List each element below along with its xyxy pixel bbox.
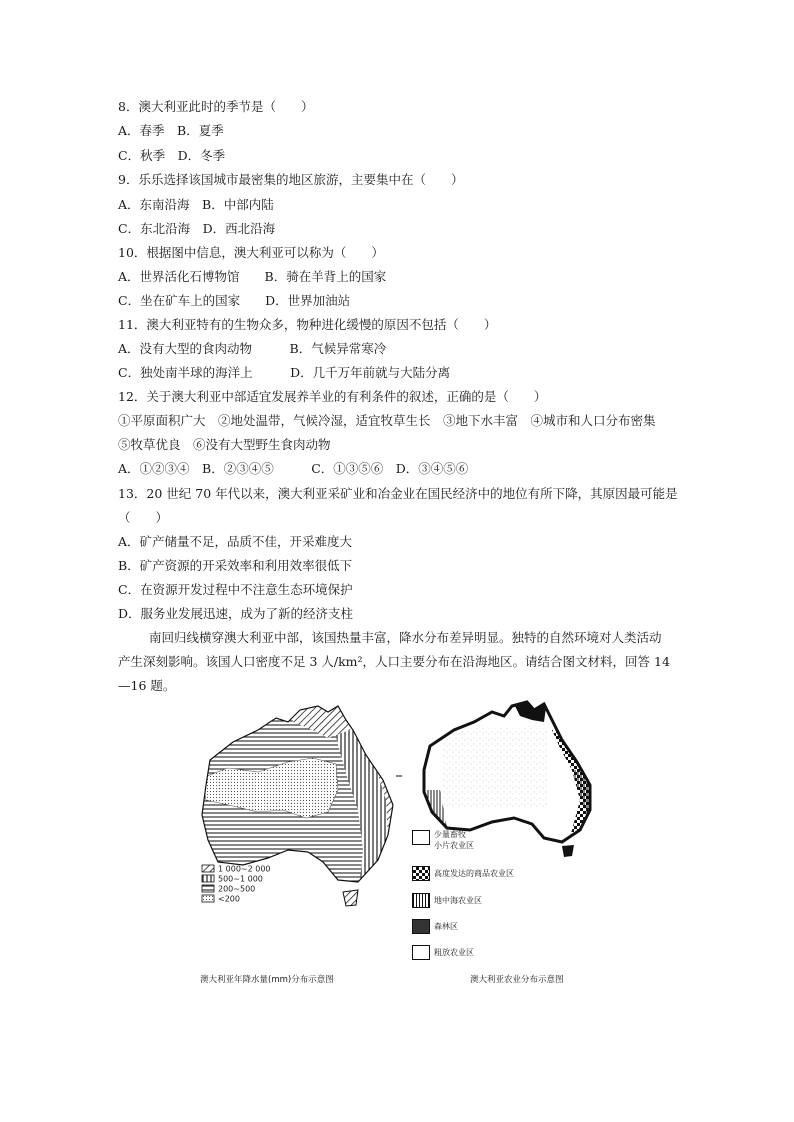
q12-options: A．①②③④ B．②③④⑤ C．①③⑤⑥ D．③④⑤⑥ <box>118 461 469 476</box>
legend-label-mediterranean: 地中海农业区 <box>434 896 482 905</box>
legend-swatch-mediterranean <box>412 893 430 908</box>
q13-option-d: D．服务业发展迅速，成为了新的经济支柱 <box>118 606 354 621</box>
legend-label-extensive: 粗放农业区 <box>434 948 474 957</box>
q12-stem: 12．关于澳大利亚中部适宜发展养羊业的有利条件的叙述，正确的是（ ） <box>118 389 547 404</box>
q8-options-cd: C．秋季 D．冬季 <box>118 148 226 163</box>
rainfall-legend-4: <200 <box>218 894 240 904</box>
q10-stem: 10．根据图中信息，澳大利亚可以称为（ ） <box>118 245 384 260</box>
q13-option-a: A．矿产储量不足，品质不佳，开采难度大 <box>118 534 353 549</box>
q12-conditions-1: ①平原面积广大 ②地处温带，气候冷湿，适宜牧草生长 ③地下水丰富 ④城市和人口分布密集 <box>118 413 656 428</box>
q9-options-cd: C．东北沿海 D．西北沿海 <box>118 221 276 236</box>
legend-swatch-forest <box>412 919 430 934</box>
q11-stem: 11．澳大利亚特有的生物众多，物种进化缓慢的原因不包括（ ） <box>118 317 497 332</box>
legend-label-commercial: 高度发达的商品农业区 <box>434 869 514 878</box>
q11-options-ab: A．没有大型的食肉动物 B．气候异常寒冷 <box>118 341 387 356</box>
q8-stem: 8．澳大利亚此时的季节是（ ） <box>118 99 314 114</box>
legend-label-forest: 森林区 <box>434 922 458 931</box>
rainfall-map <box>188 700 413 920</box>
legend-swatch-commercial <box>412 866 430 881</box>
legend-swatch-pastoral <box>412 830 430 845</box>
passage-line-3: —16 题。 <box>118 678 176 693</box>
q13-stem: 13．20 世纪 70 年代以来，澳大利亚采矿业和冶金业在国民经济中的地位有所下降，其原因最可能是 <box>118 486 678 501</box>
rainfall-legend <box>202 865 271 904</box>
q13-stem-cont: （ ） <box>118 510 169 525</box>
tasmania-right <box>562 845 574 857</box>
q13-option-b: B．矿产资源的开采效率和利用效率很低下 <box>118 558 353 573</box>
q10-options-ab: A．世界活化石博物馆 B．骑在羊背上的国家 <box>118 269 387 284</box>
rainfall-legend-3: 200~500 <box>218 884 256 894</box>
rainfall-legend-1: 1 000~2 000 <box>218 864 271 874</box>
q8-options-ab: A．春季 B．夏季 <box>118 123 224 138</box>
passage-line-1: 南回归线横穿澳大利亚中部，该国热量丰富，降水分布差异明显。独特的自然环境对人类活动 <box>149 630 662 645</box>
passage-line-2: 产生深刻影响。该国人口密度不足 3 人/km²，人口主要分布在沿海地区。请结合图文材料，回答 14 <box>118 654 670 669</box>
q10-options-cd: C．坐在矿车上的国家 D．世界加油站 <box>118 293 351 308</box>
q9-options-ab: A．东南沿海 B．中部内陆 <box>118 197 274 212</box>
tasmania-left <box>343 890 358 906</box>
agriculture-map-caption: 澳大利亚农业分布示意图 <box>470 975 564 985</box>
q11-options-cd: C．独处南半球的海洋上 D．几千万年前就与大陆分离 <box>118 365 451 380</box>
q9-stem: 9．乐乐选择该国城市最密集的地区旅游，主要集中在（ ） <box>118 172 464 187</box>
legend-swatch-extensive <box>412 945 430 960</box>
q13-option-c: C．在资源开发过程中不注意生态环境保护 <box>118 582 353 597</box>
rainfall-map-caption: 澳大利亚年降水量(mm)分布示意图 <box>200 975 334 985</box>
q12-conditions-2: ⑤牧草优良 ⑥没有大型野生食肉动物 <box>118 437 331 452</box>
rainfall-legend-2: 500~1 000 <box>218 874 263 884</box>
legend-label-pastoral: 少量畜牧 小片农业区 <box>434 830 474 850</box>
